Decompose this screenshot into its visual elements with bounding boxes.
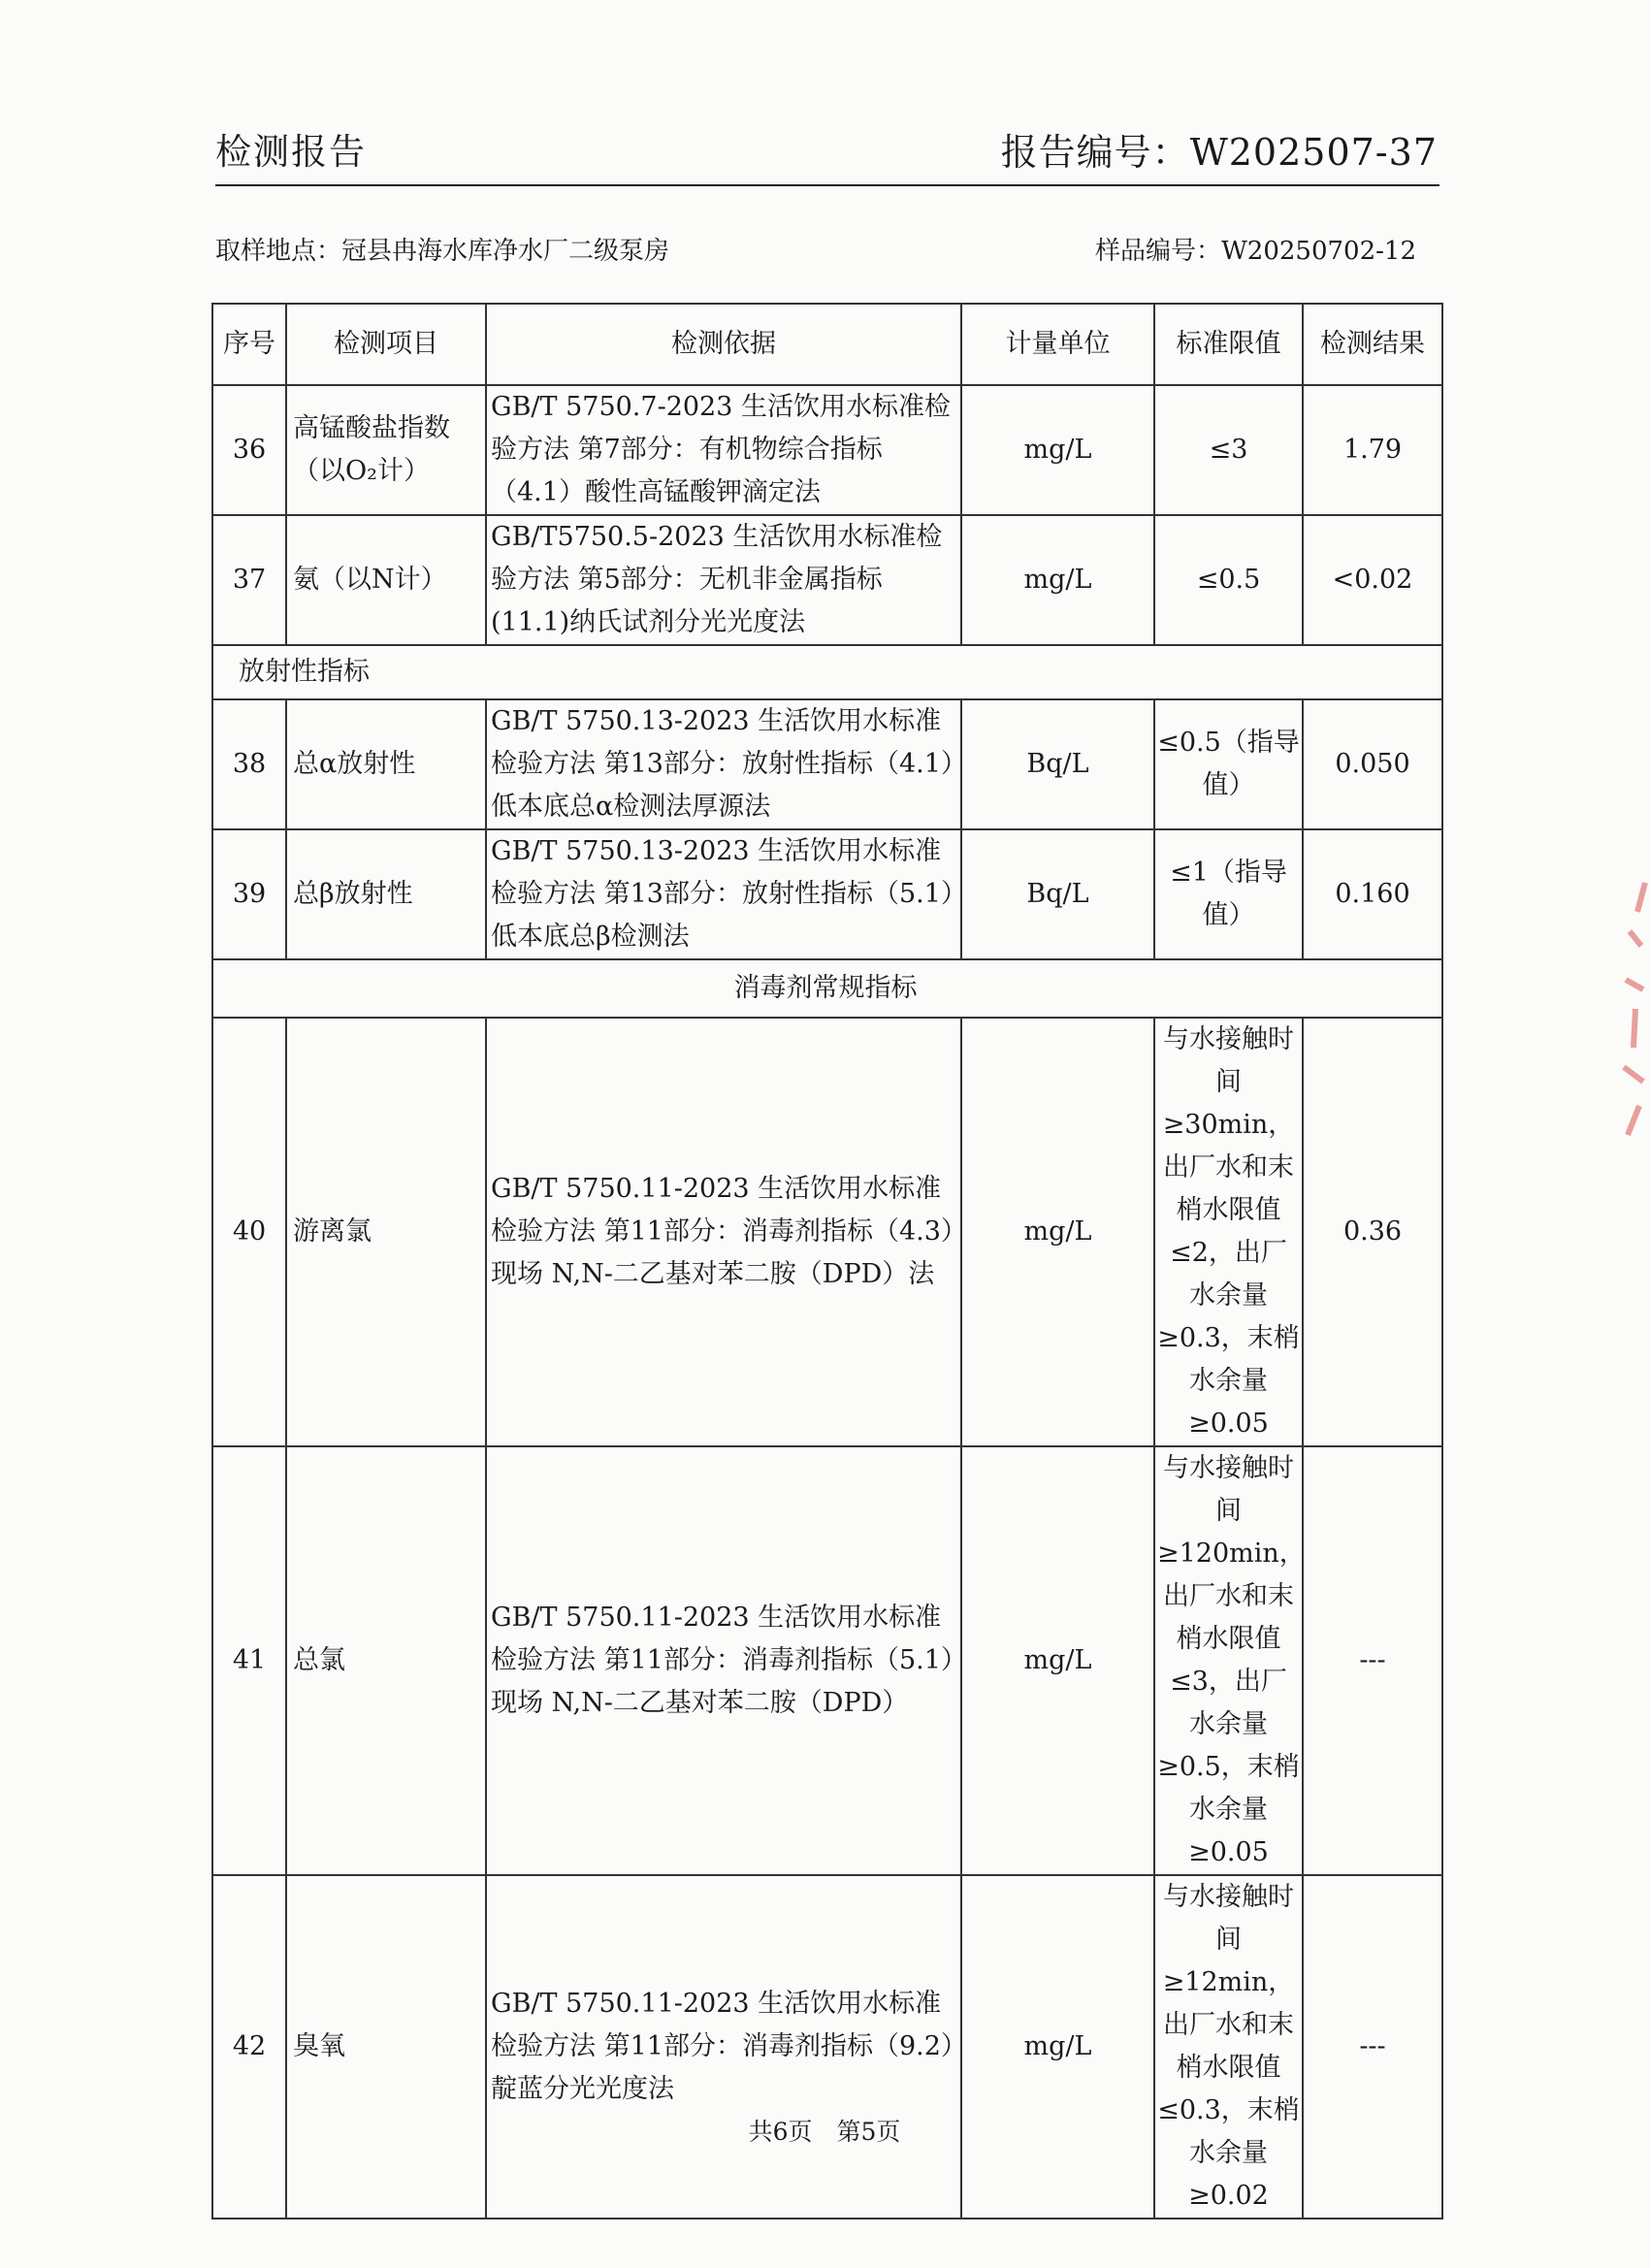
table-row (212, 829, 1442, 959)
row-unit: mg/L (961, 1018, 1154, 1446)
row-result: <0.02 (1303, 515, 1442, 645)
row-basis: GB/T 5750.13-2023 生活饮用水标准检验方法 第13部分：放射性指标（5.1）低本底总β检测法 (486, 829, 961, 959)
section-row (212, 645, 1442, 699)
row-result: 1.79 (1303, 385, 1442, 515)
row-basis: GB/T 5750.13-2023 生活饮用水标准检验方法 第13部分：放射性指标（4.1）低本底总α检测法厚源法 (486, 699, 961, 829)
sample-number (1095, 231, 1416, 267)
report-title: 检测报告 (215, 131, 367, 173)
row-basis: GB/T 5750.11-2023 生活饮用水标准检验方法 第11部分：消毒剂指标（4.3）现场 N,N-二乙基对苯二胺（DPD）法 (486, 1018, 961, 1446)
col-header-unit: 计量单位 (961, 304, 1154, 385)
col-header-no: 序号 (212, 304, 286, 385)
row-limit: ≤1（指导值） (1154, 829, 1303, 959)
row-item: 高锰酸盐指数（以O₂计） (286, 385, 486, 515)
table-row (212, 1875, 1442, 2219)
row-limit: 与水接触时间≥120min，出厂水和末梢水限值≤3，出厂水余量≥0.5，末梢水余量≥0.05 (1154, 1446, 1303, 1875)
row-item: 臭氧 (286, 1875, 486, 2219)
row-unit: mg/L (961, 1875, 1154, 2219)
row-basis: GB/T 5750.11-2023 生活饮用水标准检验方法 第11部分：消毒剂指标（9.2）靛蓝分光光度法 (486, 1875, 961, 2219)
col-header-basis: 检测依据 (486, 304, 961, 385)
sample-number-label: 样品编号： (1095, 237, 1222, 266)
row-no: 38 (212, 699, 286, 829)
row-basis: GB/T5750.5-2023 生活饮用水标准检验方法 第5部分：无机非金属指标(11.1)纳氏试剂分光光度法 (486, 515, 961, 645)
row-no: 37 (212, 515, 286, 645)
sampling-location-value: 冠县冉海水库净水厂二级泵房 (341, 237, 670, 266)
row-no: 40 (212, 1018, 286, 1446)
row-item: 游离氯 (286, 1018, 486, 1446)
row-item: 总β放射性 (286, 829, 486, 959)
row-item: 总α放射性 (286, 699, 486, 829)
row-unit: Bq/L (961, 699, 1154, 829)
row-item: 氨（以N计） (286, 515, 486, 645)
section-radioactivity: 放射性指标 (212, 645, 1442, 699)
table-header-row (212, 304, 1442, 385)
row-unit: mg/L (961, 385, 1154, 515)
section-row (212, 959, 1442, 1018)
row-no: 36 (212, 385, 286, 515)
row-basis: GB/T 5750.7-2023 生活饮用水标准检验方法 第7部分：有机物综合指标（4.1）酸性高锰酸钾滴定法 (486, 385, 961, 515)
table-row (212, 385, 1442, 515)
row-unit: mg/L (961, 1446, 1154, 1875)
col-header-limit: 标准限值 (1154, 304, 1303, 385)
row-no: 41 (212, 1446, 286, 1875)
row-result: --- (1303, 1446, 1442, 1875)
sampling-location-label: 取样地点： (215, 237, 342, 266)
report-number (1001, 122, 1438, 176)
seal-stamp-fragment (1616, 873, 1649, 1145)
table-row (212, 515, 1442, 645)
results-table (211, 303, 1443, 2219)
row-no: 42 (212, 1875, 286, 2219)
page-footer: 共6页 第5页 (748, 2118, 901, 2146)
table-row (212, 699, 1442, 829)
row-limit: 与水接触时间≥30min，出厂水和末梢水限值≤2，出厂水余量≥0.3，末梢水余量≥0.05 (1154, 1018, 1303, 1446)
table-row (212, 1018, 1442, 1446)
row-limit: ≤3 (1154, 385, 1303, 515)
row-limit: ≤0.5（指导值） (1154, 699, 1303, 829)
sample-number-value: W20250702-12 (1221, 237, 1416, 266)
col-header-item: 检测项目 (286, 304, 486, 385)
row-no: 39 (212, 829, 286, 959)
header-rule (215, 184, 1439, 186)
sampling-location (215, 231, 669, 267)
row-unit: Bq/L (961, 829, 1154, 959)
row-item: 总氯 (286, 1446, 486, 1875)
table-row (212, 1446, 1442, 1875)
row-unit: mg/L (961, 515, 1154, 645)
col-header-result: 检测结果 (1303, 304, 1442, 385)
report-number-value: W202507-37 (1189, 131, 1438, 174)
row-limit: 与水接触时间≥12min，出厂水和末梢水限值≤0.3，末梢水余量≥0.02 (1154, 1875, 1303, 2219)
report-number-label: 报告编号： (1000, 131, 1190, 174)
row-result: 0.36 (1303, 1018, 1442, 1446)
row-result: 0.160 (1303, 829, 1442, 959)
row-basis: GB/T 5750.11-2023 生活饮用水标准检验方法 第11部分：消毒剂指标（5.1）现场 N,N-二乙基对苯二胺（DPD） (486, 1446, 961, 1875)
row-result: --- (1303, 1875, 1442, 2219)
row-result: 0.050 (1303, 699, 1442, 829)
row-limit: ≤0.5 (1154, 515, 1303, 645)
section-disinfectant: 消毒剂常规指标 (212, 959, 1442, 1018)
